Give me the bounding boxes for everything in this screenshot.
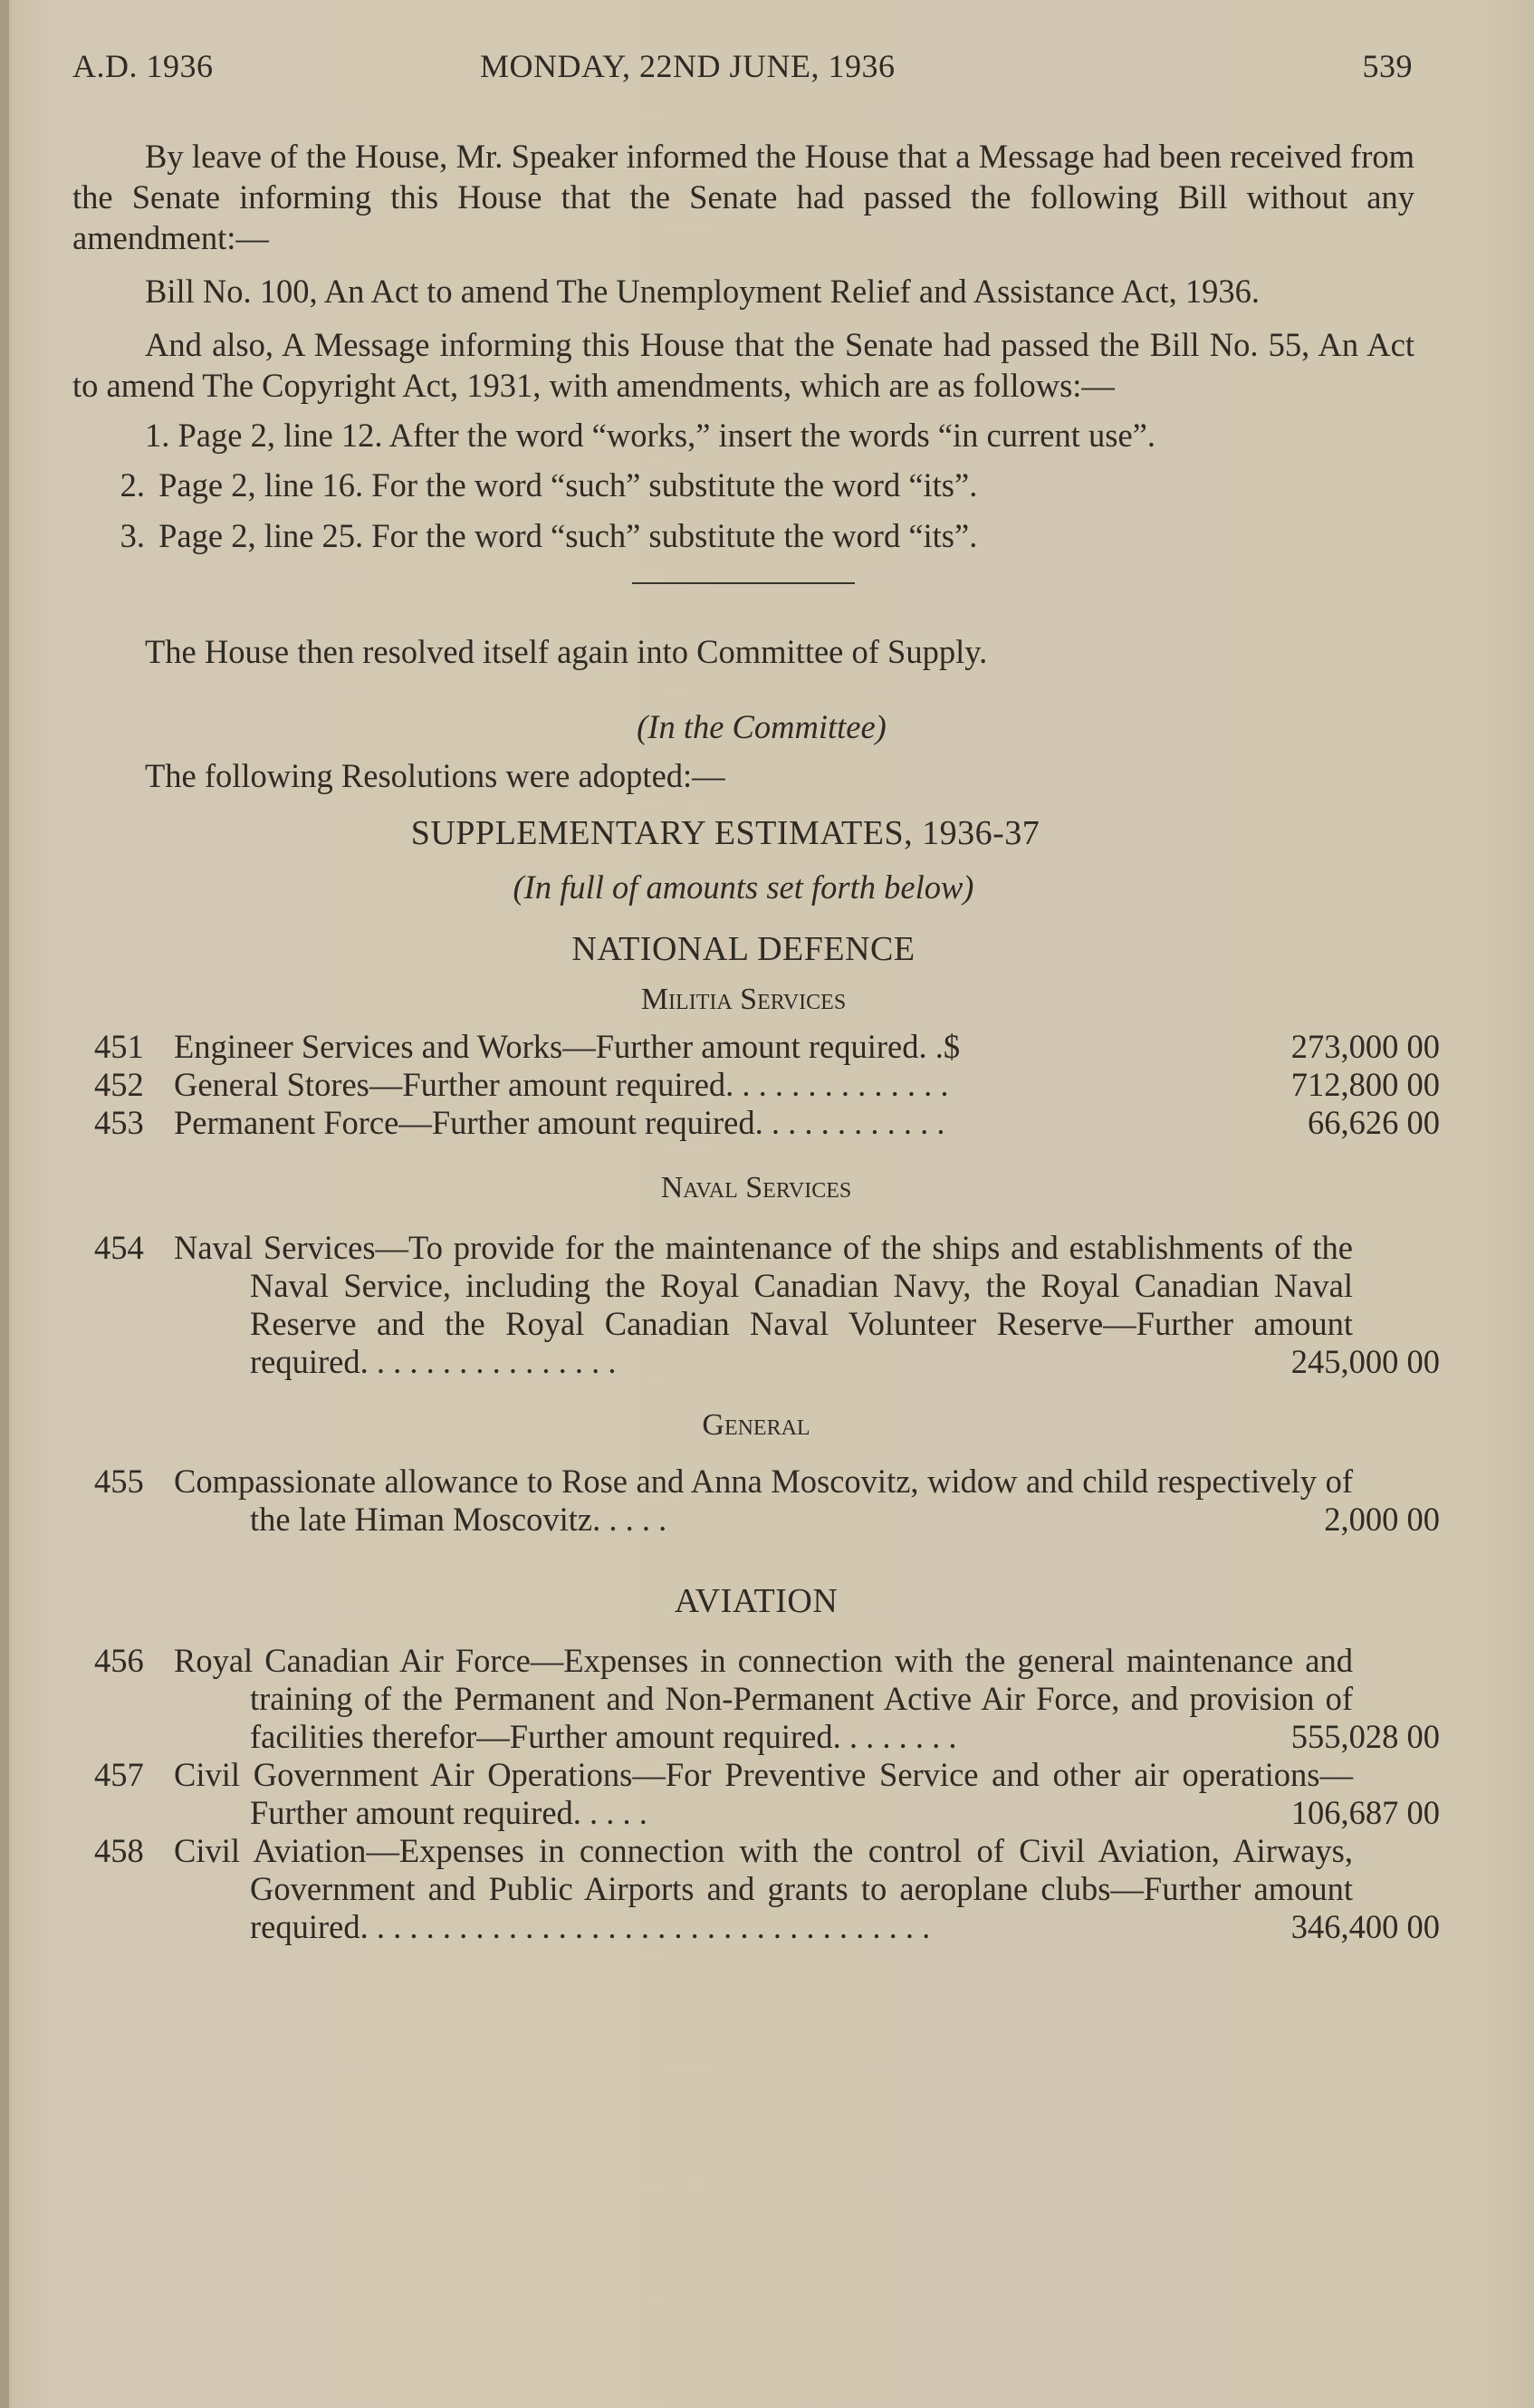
header-year: A.D. 1936 — [72, 48, 214, 84]
vote-description: Engineer Services and Works—Further amount required. .$ — [174, 1028, 961, 1065]
estimates-title: SUPPLEMENTARY ESTIMATES, 1936-37 — [410, 814, 1040, 852]
vote-description: Permanent Force—Further amount required. . . . . . . . . . . . — [174, 1104, 945, 1141]
header-date: MONDAY, 22ND JUNE, 1936 — [480, 48, 896, 84]
amendment-3 — [72, 515, 1414, 557]
vote-number: 455 — [94, 1463, 144, 1500]
vote-description: Civil Government Air Operations—For Preventive Service and other air operations—Further amount required. . . . . — [174, 1756, 1353, 1831]
vote-amount: 712,800 00 — [1290, 1066, 1440, 1103]
binding-edge — [0, 0, 9, 2408]
vote-number: 456 — [94, 1642, 144, 1679]
vote-amount: 273,000 00 — [1290, 1028, 1440, 1065]
vote-amount: 66,626 00 — [1308, 1104, 1440, 1141]
vote-number: 453 — [94, 1104, 144, 1141]
estimate-item — [72, 1066, 1440, 1104]
page-number: 539 — [1362, 48, 1413, 84]
vote-description: Compassionate allowance to Rose and Anna Moscovitz, widow and child respectively of the late Himan Moscovitz. . . . . — [174, 1463, 1353, 1538]
amendments-list — [72, 415, 1414, 557]
militia-services-heading: Militia Services — [640, 983, 847, 1016]
vote-amount: 555,028 00 — [1290, 1718, 1440, 1755]
vote-number: 457 — [94, 1756, 144, 1793]
aviation-heading: AVIATION — [674, 1582, 839, 1620]
paragraph-senate-message: By leave of the House, Mr. Speaker informed the House that a Message had been received from the Senate informing this House that the Senate had passed the following Bill without any amendment:— — [72, 138, 1414, 256]
in-committee-heading: (In the Committee) — [637, 708, 887, 745]
paragraph-bill-55: And also, A Message informing this House that the Senate had passed the Bill No. 55, An Act to amend The Copyright Act, 1931, with amendments, which are as follows:— — [72, 326, 1414, 404]
vote-number: 458 — [94, 1832, 144, 1869]
amendment-1 — [72, 415, 1414, 456]
page-body — [72, 136, 1440, 1946]
vote-number: 452 — [94, 1066, 144, 1103]
vote-amount: 346,400 00 — [1290, 1908, 1440, 1945]
vote-description: Civil Aviation—Expenses in connection with the control of Civil Aviation, Airways, Government and Public Airports and grants to aeroplane clubs—Further amount required. . . . . . . . . . . . . . . . . . . . . . . . . . . . . . . . . . . — [174, 1832, 1353, 1945]
amendment-text: Page 2, line 12. After the word “works,” insert the words “in current use”. — [177, 417, 1155, 454]
national-defence-heading: NATIONAL DEFENCE — [571, 930, 916, 968]
vote-number: 454 — [94, 1229, 144, 1266]
amendment-text: Page 2, line 16. For the word “such” substitute the word “its”. — [158, 466, 978, 504]
vote-amount: 106,687 00 — [1290, 1794, 1440, 1831]
amendment-number: 2. — [120, 466, 145, 504]
estimate-item — [72, 1028, 1440, 1066]
estimate-item — [72, 1104, 1440, 1142]
running-head — [72, 47, 1413, 92]
amendment-2 — [72, 465, 1414, 506]
paragraph-bill-100: Bill No. 100, An Act to amend The Unemployment Relief and Assistance Act, 1936. — [145, 273, 1261, 310]
estimate-item — [72, 1463, 1440, 1539]
estimate-item — [72, 1229, 1440, 1381]
estimate-item — [72, 1642, 1440, 1756]
general-heading: General — [702, 1408, 810, 1442]
resolutions-line: The following Resolutions were adopted:— — [145, 757, 725, 794]
amendment-number: 1. — [145, 417, 170, 454]
vote-amount: 2,000 00 — [1324, 1501, 1440, 1538]
vote-number: 451 — [94, 1028, 144, 1065]
naval-services-heading: Naval Services — [660, 1171, 852, 1204]
amendment-number: 3. — [120, 517, 145, 554]
estimate-item — [72, 1756, 1440, 1832]
estimates-entries — [72, 1028, 1440, 1946]
estimates-subtitle: (In full of amounts set forth below) — [513, 868, 974, 906]
vote-description: Naval Services—To provide for the maintenance of the ships and establishments of the Naval Service, including the Royal Canadian Navy, the Royal Canadian Naval Reserve and the Royal Canadian Naval Volunteer Reserve—Further amount required. . . . . . . . . . . . . . . . — [174, 1229, 1353, 1380]
vote-description: Royal Canadian Air Force—Expenses in connection with the general maintenance and training of the Permanent and Non-Permanent Active Air Force, and provision of facilities therefor—Further amount required. . . . . . . . — [174, 1642, 1353, 1755]
committee-of-supply-line: The House then resolved itself again into Committee of Supply. — [145, 633, 988, 670]
vote-amount: 245,000 00 — [1290, 1343, 1440, 1380]
vote-description: General Stores—Further amount required. . . . . . . . . . . . . . — [174, 1066, 949, 1103]
amendment-text: Page 2, line 25. For the word “such” substitute the word “its”. — [158, 517, 978, 554]
estimate-item — [72, 1832, 1440, 1946]
